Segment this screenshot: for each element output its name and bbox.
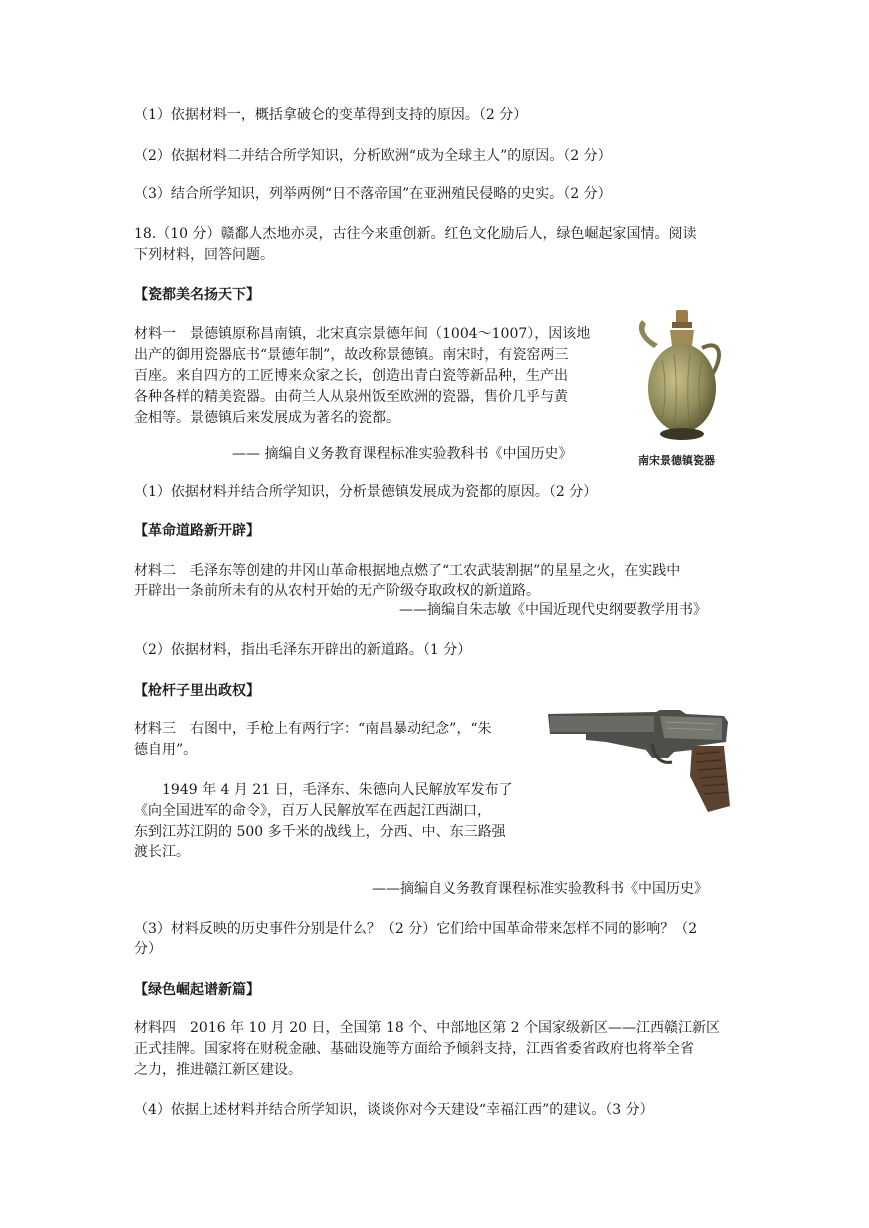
question-green-4: （4）依据上述材料并结合所学知识，谈谈你对今天建设“幸福江西”的建议。（3 分） — [134, 1102, 654, 1118]
question-napoleon-1: （1）依据材料一，概括拿破仑的变革得到支持的原因。（2 分） — [134, 107, 528, 123]
material-4-line: 正式挂牌。国家将在财税金融、基础设施等方面给予倾斜支持，江西省委省政府也将举全省 — [134, 1041, 694, 1057]
material-3b-line: 东到江苏江阴的 500 多千米的战线上，分西、中、东三路强 — [134, 824, 506, 840]
porcelain-ewer-image — [632, 308, 732, 448]
material-3-line: 德自用”。 — [134, 742, 198, 758]
porcelain-image-caption: 南宋景德镇瓷器 — [638, 454, 715, 467]
question-gun-3-line-2: 分） — [134, 941, 162, 957]
material-1-line: 各种各样的精美瓷器。由荷兰人从泉州饭至欧洲的瓷器，售价几乎与黄 — [134, 389, 568, 405]
material-3-line: 材料三 右图中，手枪上有两行字：“南昌暴动纪念”，“朱 — [134, 721, 492, 737]
material-4-line: 材料四 2016 年 10 月 20 日，全国第 18 个、中部地区第 2 个国家级新区——江西赣江新区 — [134, 1020, 721, 1036]
material-3b-line: 《向全国进军的命令》，百万人民解放军在西起江西湖口， — [134, 803, 491, 819]
material-1-line: 金相等。景德镇后来发展成为著名的瓷都。 — [134, 410, 400, 426]
material-3b-line: 1949 年 4 月 21 日，毛泽东、朱德向人民解放军发布了 — [134, 782, 513, 798]
material-4-line: 之力，推进赣江新区建设。 — [134, 1062, 302, 1078]
material-3b-line: 渡长江。 — [134, 844, 190, 860]
material-3-source: ——摘编自义务教育课程标准实验教科书《中国历史》 — [372, 881, 708, 897]
question-gun-3-line-1: （3）材料反映的历史事件分别是什么？（2 分）它们给中国革命带来怎样不同的影响？（2 — [134, 921, 698, 937]
section-heading-gun: 【枪杆子里出政权】 — [134, 683, 260, 699]
material-1-line: 出产的御用瓷器底书“景德年制”，故改称景德镇。南宋时，有瓷窑两三 — [134, 347, 569, 363]
material-2-line: 材料二 毛泽东等创建的井冈山革命根据地点燃了“工农武装割据”的星星之火，在实践中 — [134, 563, 681, 579]
section-heading-revolution: 【革命道路新开辟】 — [134, 523, 260, 539]
question-porcelain-1: （1）依据材料并结合所学知识，分析景德镇发展成为瓷都的原因。（2 分） — [134, 484, 598, 500]
material-1-line: 材料一 景德镇原称昌南镇，北宋真宗景德年间（1004～1007），因该地 — [134, 326, 591, 342]
question-empire-3: （3）结合所学知识，列举两例“日不落帝国”在亚洲殖民侵略的史实。（2 分） — [134, 186, 612, 202]
material-2-source: ——摘编自朱志敏《中国近现代史纲要教学用书》 — [399, 602, 707, 618]
section-heading-green: 【绿色崛起谱新篇】 — [134, 982, 260, 998]
material-1-line: 百座。来自四方的工匠博来众家之长，创造出青白瓷等新品种，生产出 — [134, 368, 568, 384]
material-2-line: 开辟出一条前所未有的从农村开始的无产阶级夺取政权的新道路。 — [134, 583, 540, 599]
pistol-image — [546, 706, 736, 818]
q18-intro-line-2: 下列材料，回答问题。 — [134, 247, 274, 263]
question-revolution-2: （2）依据材料，指出毛泽东开辟出的新道路。（1 分） — [134, 642, 472, 658]
section-heading-porcelain: 【瓷都美名扬天下】 — [134, 287, 260, 303]
q18-intro-line-1: 18.（10 分）赣鄱人杰地亦灵，古往今来重创新。红色文化励后人，绿色崛起家国情。阅读 — [134, 226, 697, 242]
question-europe-2: （2）依据材料二并结合所学知识，分析欧洲“成为全球主人”的原因。（2 分） — [134, 148, 612, 164]
material-1-source: —— 摘编自义务教育课程标准实验教科书《中国历史》 — [232, 446, 573, 462]
